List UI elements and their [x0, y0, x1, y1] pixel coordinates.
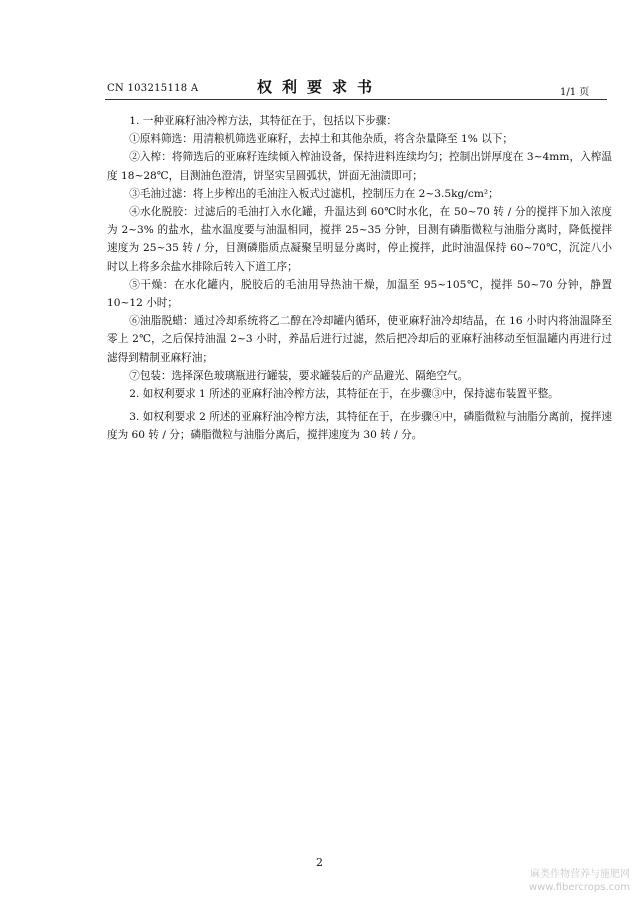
header-divider — [105, 99, 607, 100]
claims-body — [107, 112, 612, 445]
claim-2: 2. 如权利要求 1 所述的亚麻籽油冷榨方法，其特征在于，在步骤③中，保持滤布装置平整。 — [129, 388, 559, 401]
document-number: CN 103215118 A — [107, 83, 199, 94]
claim-3: 3. 如权利要求 2 所述的亚麻籽油冷榨方法，其特征在于，在步骤④中，磷脂微粒与油脂分离前，搅拌速度为 60 转 / 分；磷脂微粒与油脂分离后，搅拌速度为 30 转 / 分。 — [107, 411, 612, 442]
claim-1-step-4: ④水化脱胶：过滤后的毛油打入水化罐，升温达到 60℃时水化，在 50~70 转 / 分的搅拌下加入浓度为 2~3% 的盐水，盐水温度要与油温相同，搅拌 25~35 分钟，目测有磷脂微粒与油脂分离时，降低搅拌速度为 25~35 转 / 分，目测磷脂质点凝聚呈明显分离时，停止搅拌，此时油温保持 60~70℃，沉淀八小时以上将多余盐水排除后转入下道工序； — [107, 206, 612, 273]
claim-1-step-1: ①原料筛选：用清粮机筛选亚麻籽，去掉土和其他杂质，将含杂量降至 1% 以下； — [129, 133, 513, 146]
site-watermark — [470, 868, 630, 894]
claim-1-step-2: ②入榨：将筛选后的亚麻籽连续倾入榨油设备，保持进料连续均匀；控制出饼厚度在 3~4mm，入榨温度 18~28℃，目测油色澄清，饼坚实呈圆弧状，饼面无油渍即可； — [107, 151, 612, 182]
claim-1-step-5: ⑤干燥：在水化罐内，脱胶后的毛油用导热油干燥，加温至 95~105℃，搅拌 50~70 分钟，静置 10~12 小时； — [107, 278, 612, 310]
page-indicator: 1/1 页 — [560, 87, 590, 98]
page-number: 2 — [316, 856, 323, 869]
claim-1-step-7: ⑦包装：选择深色玻璃瓶进行罐装，要求罐装后的产品避光、隔绝空气。 — [129, 369, 469, 382]
claim-1-intro: 1. 一种亚麻籽油冷榨方法，其特征在于，包括以下步骤： — [129, 115, 397, 127]
document-title: 权利要求书 — [256, 78, 382, 96]
claim-1-step-6: ⑥油脂脱蜡：通过冷却系统将乙二醇在冷却罐内循环，使亚麻籽油冷却结晶，在 16 小时内将油温降至零上 2℃，之后保持油温 2~3 小时，养晶后进行过滤，然后把冷却后的亚麻籽油移动至恒温罐内再进行过滤得到精制亚麻籽油； — [107, 315, 612, 364]
page-header — [0, 0, 639, 100]
claim-1-step-3: ③毛油过滤：将上步榨出的毛油注入板式过滤机，控制压力在 2~3.5kg/cm²； — [129, 187, 499, 200]
watermark-url: www.fibercrops.com — [528, 882, 630, 893]
watermark-site-name: 麻类作物营养与施肥网 — [530, 869, 630, 880]
